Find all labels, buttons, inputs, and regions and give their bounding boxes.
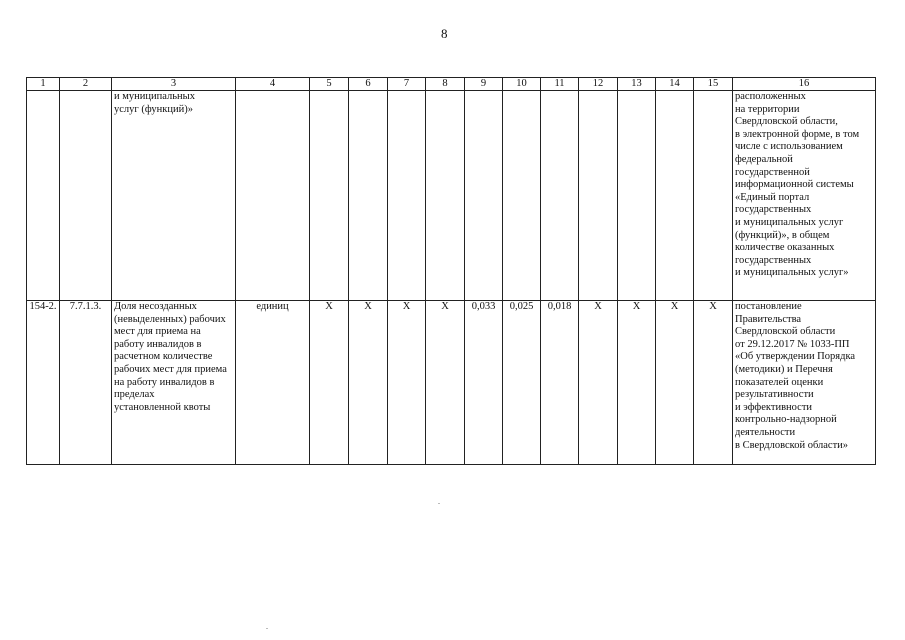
header-col-11: 11 bbox=[541, 78, 579, 91]
value-cell-15 bbox=[694, 91, 733, 301]
value-cell-9 bbox=[465, 91, 503, 301]
value-cell-15: Х bbox=[694, 301, 733, 465]
scan-speck bbox=[266, 628, 268, 629]
row-number: 154-2. bbox=[27, 301, 60, 465]
source-document: постановление Правительства Свердловской области от 29.12.2017 № 1033-ПП «Об утверждении Порядка (методики) и Перечня показателей оценки результативности и эффективности контрольно-надзорной деятельности в Свердловской области» bbox=[733, 301, 876, 465]
table-row bbox=[27, 301, 876, 465]
value-cell-13: Х bbox=[618, 301, 656, 465]
row-code: 7.7.1.3. bbox=[60, 301, 112, 465]
indicator-name: Доля несозданных (невыделенных) рабочих мест для приема на работу инвалидов в расчетном количестве рабочих мест для приема на работу инвалидов в пределах установленной квоты bbox=[112, 301, 236, 465]
value-cell-14 bbox=[656, 91, 694, 301]
header-col-14: 14 bbox=[656, 78, 694, 91]
header-col-3: 3 bbox=[112, 78, 236, 91]
value-cell-9: 0,033 bbox=[465, 301, 503, 465]
table-row bbox=[27, 91, 876, 301]
row-code bbox=[60, 91, 112, 301]
header-col-10: 10 bbox=[503, 78, 541, 91]
header-col-1: 1 bbox=[27, 78, 60, 91]
header-col-2: 2 bbox=[60, 78, 112, 91]
value-cell-5 bbox=[310, 91, 349, 301]
unit-cell: единиц bbox=[236, 301, 310, 465]
value-cell-11 bbox=[541, 91, 579, 301]
scan-speck bbox=[438, 503, 440, 504]
value-cell-14: Х bbox=[656, 301, 694, 465]
header-col-16: 16 bbox=[733, 78, 876, 91]
value-cell-11: 0,018 bbox=[541, 301, 579, 465]
value-cell-6 bbox=[349, 91, 388, 301]
header-col-6: 6 bbox=[349, 78, 388, 91]
value-cell-10 bbox=[503, 91, 541, 301]
value-cell-13 bbox=[618, 91, 656, 301]
indicators-table bbox=[26, 77, 876, 465]
unit-cell bbox=[236, 91, 310, 301]
header-col-15: 15 bbox=[694, 78, 733, 91]
header-col-13: 13 bbox=[618, 78, 656, 91]
indicator-name: и муниципальных услуг (функций)» bbox=[112, 91, 236, 301]
value-cell-7: Х bbox=[388, 301, 426, 465]
header-row bbox=[27, 78, 876, 91]
header-col-7: 7 bbox=[388, 78, 426, 91]
header-col-8: 8 bbox=[426, 78, 465, 91]
value-cell-10: 0,025 bbox=[503, 301, 541, 465]
row-number bbox=[27, 91, 60, 301]
source-document: расположенных на территории Свердловской области, в электронной форме, в том числе с использованием федеральной государственной информационной системы «Единый портал государственных и муниципальных услуг (функций)», в общем количестве оказанных государственных и муниципальных услуг» bbox=[733, 91, 876, 301]
value-cell-7 bbox=[388, 91, 426, 301]
header-col-5: 5 bbox=[310, 78, 349, 91]
value-cell-8: Х bbox=[426, 301, 465, 465]
header-col-9: 9 bbox=[465, 78, 503, 91]
page-number: 8 bbox=[441, 26, 448, 41]
value-cell-5: Х bbox=[310, 301, 349, 465]
value-cell-6: Х bbox=[349, 301, 388, 465]
value-cell-12: Х bbox=[579, 301, 618, 465]
header-col-4: 4 bbox=[236, 78, 310, 91]
value-cell-8 bbox=[426, 91, 465, 301]
header-col-12: 12 bbox=[579, 78, 618, 91]
value-cell-12 bbox=[579, 91, 618, 301]
